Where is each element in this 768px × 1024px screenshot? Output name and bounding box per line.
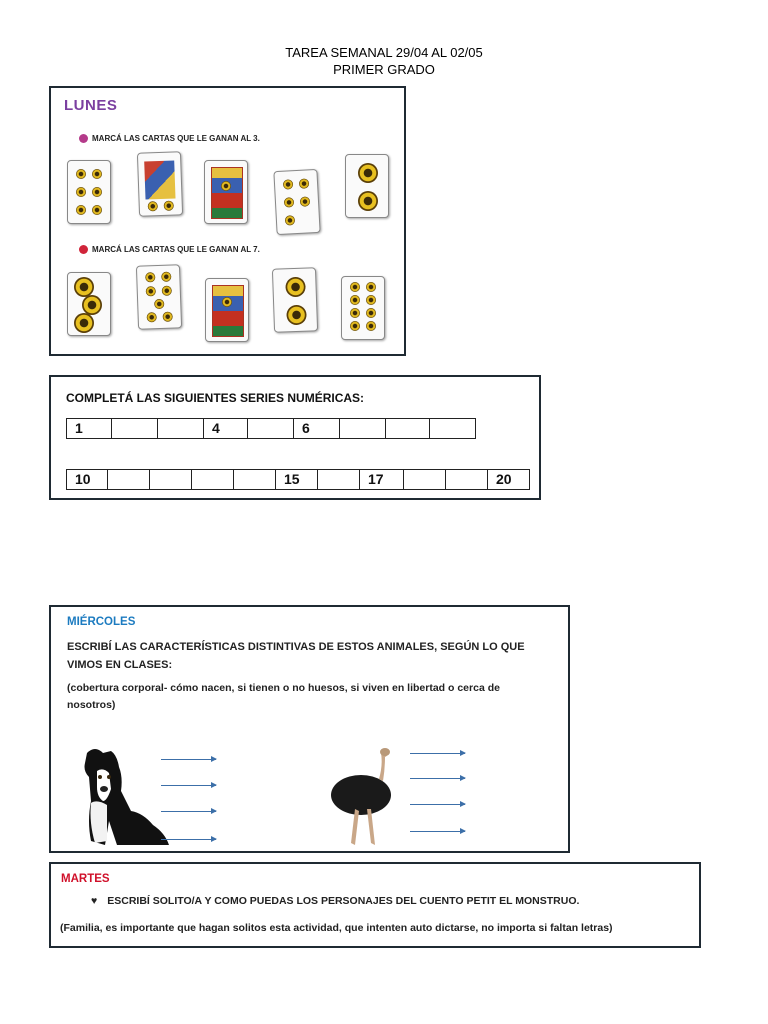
- playing-card[interactable]: [273, 169, 320, 235]
- coin-icon: [162, 286, 172, 296]
- coin-icon: [358, 191, 378, 211]
- hint-line-2: nosotros): [67, 699, 116, 711]
- coin-icon: [299, 178, 310, 189]
- coin-icon: [300, 196, 311, 207]
- coin-icon: [147, 312, 157, 322]
- pencil-icon: [79, 245, 88, 254]
- coin-icon: [163, 312, 173, 322]
- coin-icon: [358, 163, 378, 183]
- series-cell[interactable]: [150, 469, 192, 490]
- series-cell[interactable]: [112, 418, 158, 439]
- pencil-icon: [79, 134, 88, 143]
- king-figure-icon: [211, 167, 243, 219]
- coin-icon: [283, 179, 294, 190]
- martes-title: MARTES: [61, 873, 110, 885]
- martes-instruction-text: ESCRIBÍ SOLITO/A Y COMO PUEDAS LOS PERSONAJES DEL CUENTO PETIT EL MONSTRUO.: [107, 895, 580, 907]
- series-cell[interactable]: [192, 469, 234, 490]
- arrow-icon: [410, 831, 465, 832]
- series-cell[interactable]: 15: [276, 469, 318, 490]
- martes-instruction: [91, 895, 579, 907]
- series-cell[interactable]: [430, 418, 476, 439]
- coin-icon: [76, 205, 86, 215]
- arrow-icon: [161, 759, 216, 760]
- coin-icon: [76, 169, 86, 179]
- coin-icon: [221, 181, 231, 191]
- coin-icon: [92, 169, 102, 179]
- coin-icon: [92, 205, 102, 215]
- series-cell[interactable]: [248, 418, 294, 439]
- series-cell[interactable]: 4: [204, 418, 248, 439]
- series-section: [49, 375, 541, 500]
- coin-icon: [164, 201, 174, 211]
- instruction-line-2: VIMOS EN CLASES:: [67, 659, 173, 671]
- coin-icon: [284, 197, 295, 208]
- coin-icon: [350, 295, 360, 305]
- playing-card[interactable]: [345, 154, 389, 218]
- miercoles-section: [49, 605, 570, 853]
- coin-icon: [146, 286, 156, 296]
- dog-illustration: [73, 741, 173, 849]
- series-cell[interactable]: [404, 469, 446, 490]
- arrow-icon: [410, 778, 465, 779]
- coin-icon: [285, 277, 306, 298]
- playing-card[interactable]: [204, 160, 248, 224]
- miercoles-title: MIÉRCOLES: [67, 616, 136, 628]
- coin-icon: [74, 313, 94, 333]
- series-cell[interactable]: 1: [66, 418, 112, 439]
- coin-icon: [74, 277, 94, 297]
- series-cell[interactable]: [318, 469, 360, 490]
- series-cell[interactable]: 6: [294, 418, 340, 439]
- instruction-line-1: ESCRIBÍ LAS CARACTERÍSTICAS DISTINTIVAS DE ESTOS ANIMALES, SEGÚN LO QUE: [67, 641, 525, 653]
- martes-note: (Familia, es importante que hagan solitos esta actividad, que intenten auto dictarse, no importa si faltan letras): [60, 922, 613, 934]
- coin-icon: [76, 187, 86, 197]
- playing-card[interactable]: [205, 278, 249, 342]
- series-cell[interactable]: [340, 418, 386, 439]
- coin-icon: [145, 272, 155, 282]
- playing-card[interactable]: [136, 264, 182, 329]
- playing-card[interactable]: [137, 151, 183, 216]
- page-title: [0, 44, 768, 78]
- title-line-2: PRIMER GRADO: [333, 62, 435, 77]
- coin-icon: [350, 308, 360, 318]
- series-cell[interactable]: [108, 469, 150, 490]
- coin-icon: [350, 321, 360, 331]
- coin-icon: [222, 297, 232, 307]
- arrow-icon: [410, 753, 465, 754]
- coin-icon: [148, 201, 158, 211]
- series-row-2: [66, 469, 530, 490]
- instruction-1-text: MARCÁ LAS CARTAS QUE LE GANAN AL 3.: [92, 134, 260, 143]
- coin-icon: [366, 308, 376, 318]
- miercoles-hint: [67, 680, 562, 714]
- coin-icon: [154, 299, 164, 309]
- lunes-title: LUNES: [64, 97, 118, 114]
- series-row-1: [66, 418, 476, 439]
- coin-icon: [92, 187, 102, 197]
- series-title: COMPLETÁ LAS SIGUIENTES SERIES NUMÉRICAS:: [66, 391, 365, 405]
- playing-card[interactable]: [272, 267, 318, 332]
- coin-icon: [285, 215, 296, 226]
- coin-icon: [366, 295, 376, 305]
- king-figure-icon: [212, 285, 244, 337]
- playing-card[interactable]: [67, 272, 111, 336]
- arrow-icon: [410, 804, 465, 805]
- series-cell[interactable]: [386, 418, 430, 439]
- coin-icon: [350, 282, 360, 292]
- series-cell[interactable]: [158, 418, 204, 439]
- series-cell[interactable]: [234, 469, 276, 490]
- series-cell[interactable]: 20: [488, 469, 530, 490]
- series-cell[interactable]: 17: [360, 469, 404, 490]
- playing-card[interactable]: [341, 276, 385, 340]
- coin-icon: [82, 295, 102, 315]
- arrow-icon: [161, 785, 216, 786]
- series-cell[interactable]: [446, 469, 488, 490]
- lunes-instruction-1: [79, 134, 260, 143]
- lunes-instruction-2: [79, 245, 260, 254]
- ostrich-illustration: [327, 747, 397, 849]
- arrow-icon: [161, 839, 216, 840]
- arrow-icon: [161, 811, 216, 812]
- lunes-section: [49, 86, 406, 356]
- coin-icon: [366, 282, 376, 292]
- title-line-1: TAREA SEMANAL 29/04 AL 02/05: [285, 45, 483, 60]
- coin-icon: [286, 305, 307, 326]
- playing-card[interactable]: [67, 160, 111, 224]
- miercoles-instruction: [67, 638, 562, 674]
- hint-line-1: (cobertura corporal- cómo nacen, si tienen o no huesos, si viven en libertad o cerca de: [67, 682, 500, 694]
- instruction-2-text: MARCÁ LAS CARTAS QUE LE GANAN AL 7.: [92, 245, 260, 254]
- coin-icon: [366, 321, 376, 331]
- heart-bullet-icon: ♥: [91, 895, 98, 907]
- sword-icon: [144, 160, 175, 199]
- martes-section: [49, 862, 701, 948]
- coin-icon: [161, 272, 171, 282]
- series-cell[interactable]: 10: [66, 469, 108, 490]
